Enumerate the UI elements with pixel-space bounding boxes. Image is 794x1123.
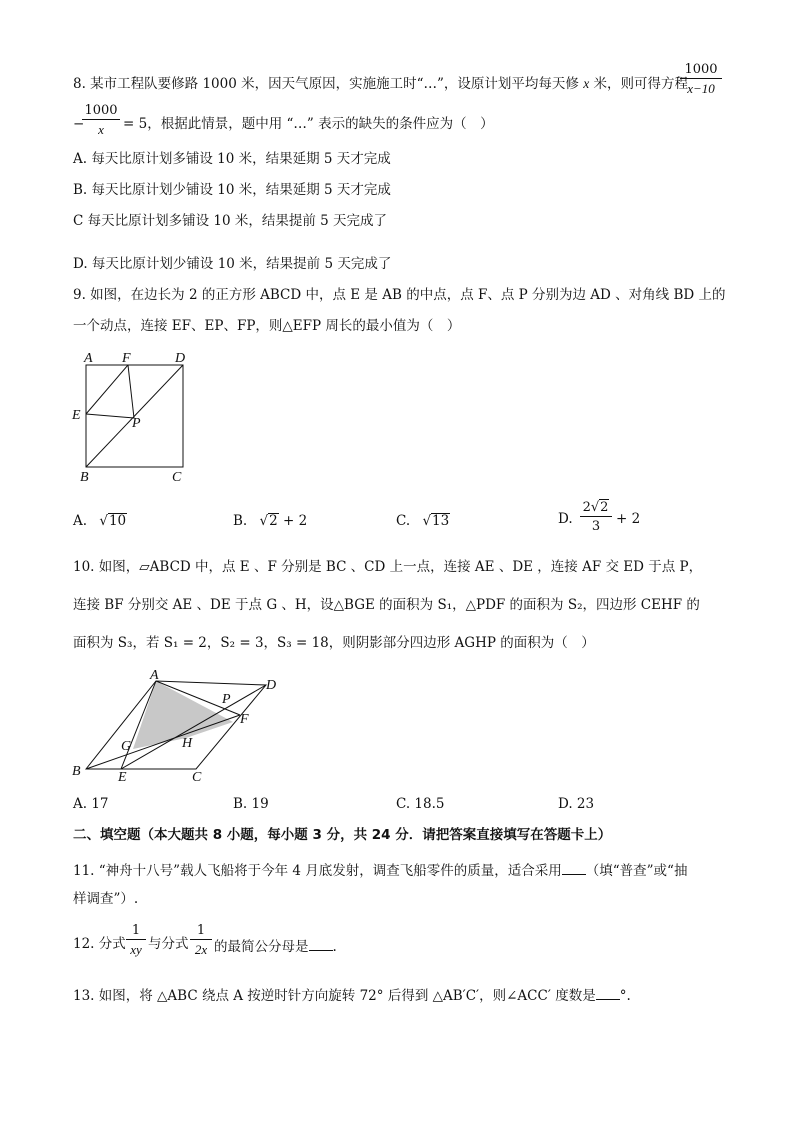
q10-parallelogram-diagram [66,667,286,797]
q11-line2: 样调查”）. [73,891,139,907]
q9-option-a: A. √10 [73,513,127,529]
label-b: B [80,470,89,485]
label-c: C [172,470,182,485]
q8-option-b: B. 每天比原计划少铺设 10 米，结果延期 5 天才完成 [73,182,391,198]
segment-fp [128,365,134,418]
q10-option-b: B. 19 [233,796,269,812]
q8-line2: = 5，根据此情景，题中用 “…” 表示的缺失的条件应为（ ） [123,116,494,132]
q12-suffix: 的最简公分母是 . [214,939,337,955]
q10-line2: 连接 BF 分别交 AE 、DE 于点 G 、H，设△BGE 的面积为 S₁，△PDF 的面积为 S₂，四边形 CEHF 的 [73,597,700,613]
section-2-heading: 二、填空题（本大题共 8 小题，每小题 3 分，共 24 分．请把答案直接填写在答题卡上） [73,827,612,843]
q12-fraction-2: $\frac{1}{2x}$ [190,924,212,956]
q9-square-diagram [66,345,206,485]
segment-ef [86,365,128,414]
segment-ep [86,414,134,418]
q8-option-d: D. 每天比原计划少铺设 10 米，结果提前 5 天完成了 [73,256,392,272]
q9-line1: 9. 如图，在边长为 2 的正方形 ABCD 中，点 E 是 AB 的中点，点 F、点 P 分别为边 AD 、对角线 BD 上的 [73,287,726,303]
label-b: B [72,764,81,779]
q13-line: 13. 如图，将 △ABC 绕点 A 按逆时针方向旋转 72° 后得到 △AB′C′，则∠ACC′ 度数是 °. [73,988,631,1004]
q12-prefix: 12. 分式 [73,936,126,952]
q9-option-d-tail: + 2 [616,511,641,527]
q13-answer-blank[interactable] [596,987,620,1000]
q9-option-d-label: D. [558,511,573,527]
label-d: D [175,351,186,366]
q10-option-a: A. 17 [73,796,109,812]
label-p: P [222,692,231,707]
q11-answer-blank[interactable] [562,862,586,875]
q12-mid: 与分式 [148,936,189,952]
label-g: G [121,739,132,754]
label-f: F [122,351,131,366]
q10-line3: 面积为 S₃，若 S₁ = 2，S₂ = 3，S₃ = 18，则阴影部分四边形 AGHP 的面积为（ ） [73,635,595,651]
label-e: E [118,770,127,785]
q9-line2: 一个动点，连接 EF、EP、FP，则△EFP 周长的最小值为（ ） [73,318,461,334]
label-a: A [84,351,93,366]
q12-answer-blank[interactable] [309,938,333,951]
q8-fraction-2: $\frac{1000}{x}$ [82,104,120,136]
q9-option-b: B. √2 + 2 [233,513,308,529]
q11-line1: 11. “神舟十八号”载人飞船将于今年 4 月底发射，调查飞船零件的质量，适合采用 （填“普查”或“抽 [73,863,688,879]
label-f: F [240,712,249,727]
q12-fraction-1: $\frac{1}{xy}$ [126,924,146,956]
q8-minus: − [73,116,85,132]
q8-option-c: C 每天比原计划多铺设 10 米，结果提前 5 天完成了 [73,213,388,229]
label-e: E [72,408,81,423]
label-p: P [132,416,141,431]
q10-line1: 10. 如图，▱ABCD 中，点 E 、F 分别是 BC 、CD 上一点，连接 AE 、DE ，连接 AF 交 ED 于点 P， [73,559,703,575]
label-c: C [192,770,202,785]
label-h: H [182,736,193,751]
label-a: A [150,668,159,683]
q8-fraction-1: $\frac{1000}{x-10}$ [680,63,722,95]
q10-option-d: D. 23 [558,796,595,812]
q8-option-a: A. 每天比原计划多铺设 10 米，结果延期 5 天才完成 [73,151,391,167]
q8-line1: 8. 某市工程队要修路 1000 米，因天气原因，实施施工时“…”，设原计划平均每天修 x 米，则可得方程 [73,76,689,92]
q9-option-c: C. √13 [396,513,450,529]
label-d: D [266,678,277,693]
q9-option-d-fraction: $\frac{2√2}{3}$ [580,499,612,533]
q10-option-c: C. 18.5 [396,796,445,812]
